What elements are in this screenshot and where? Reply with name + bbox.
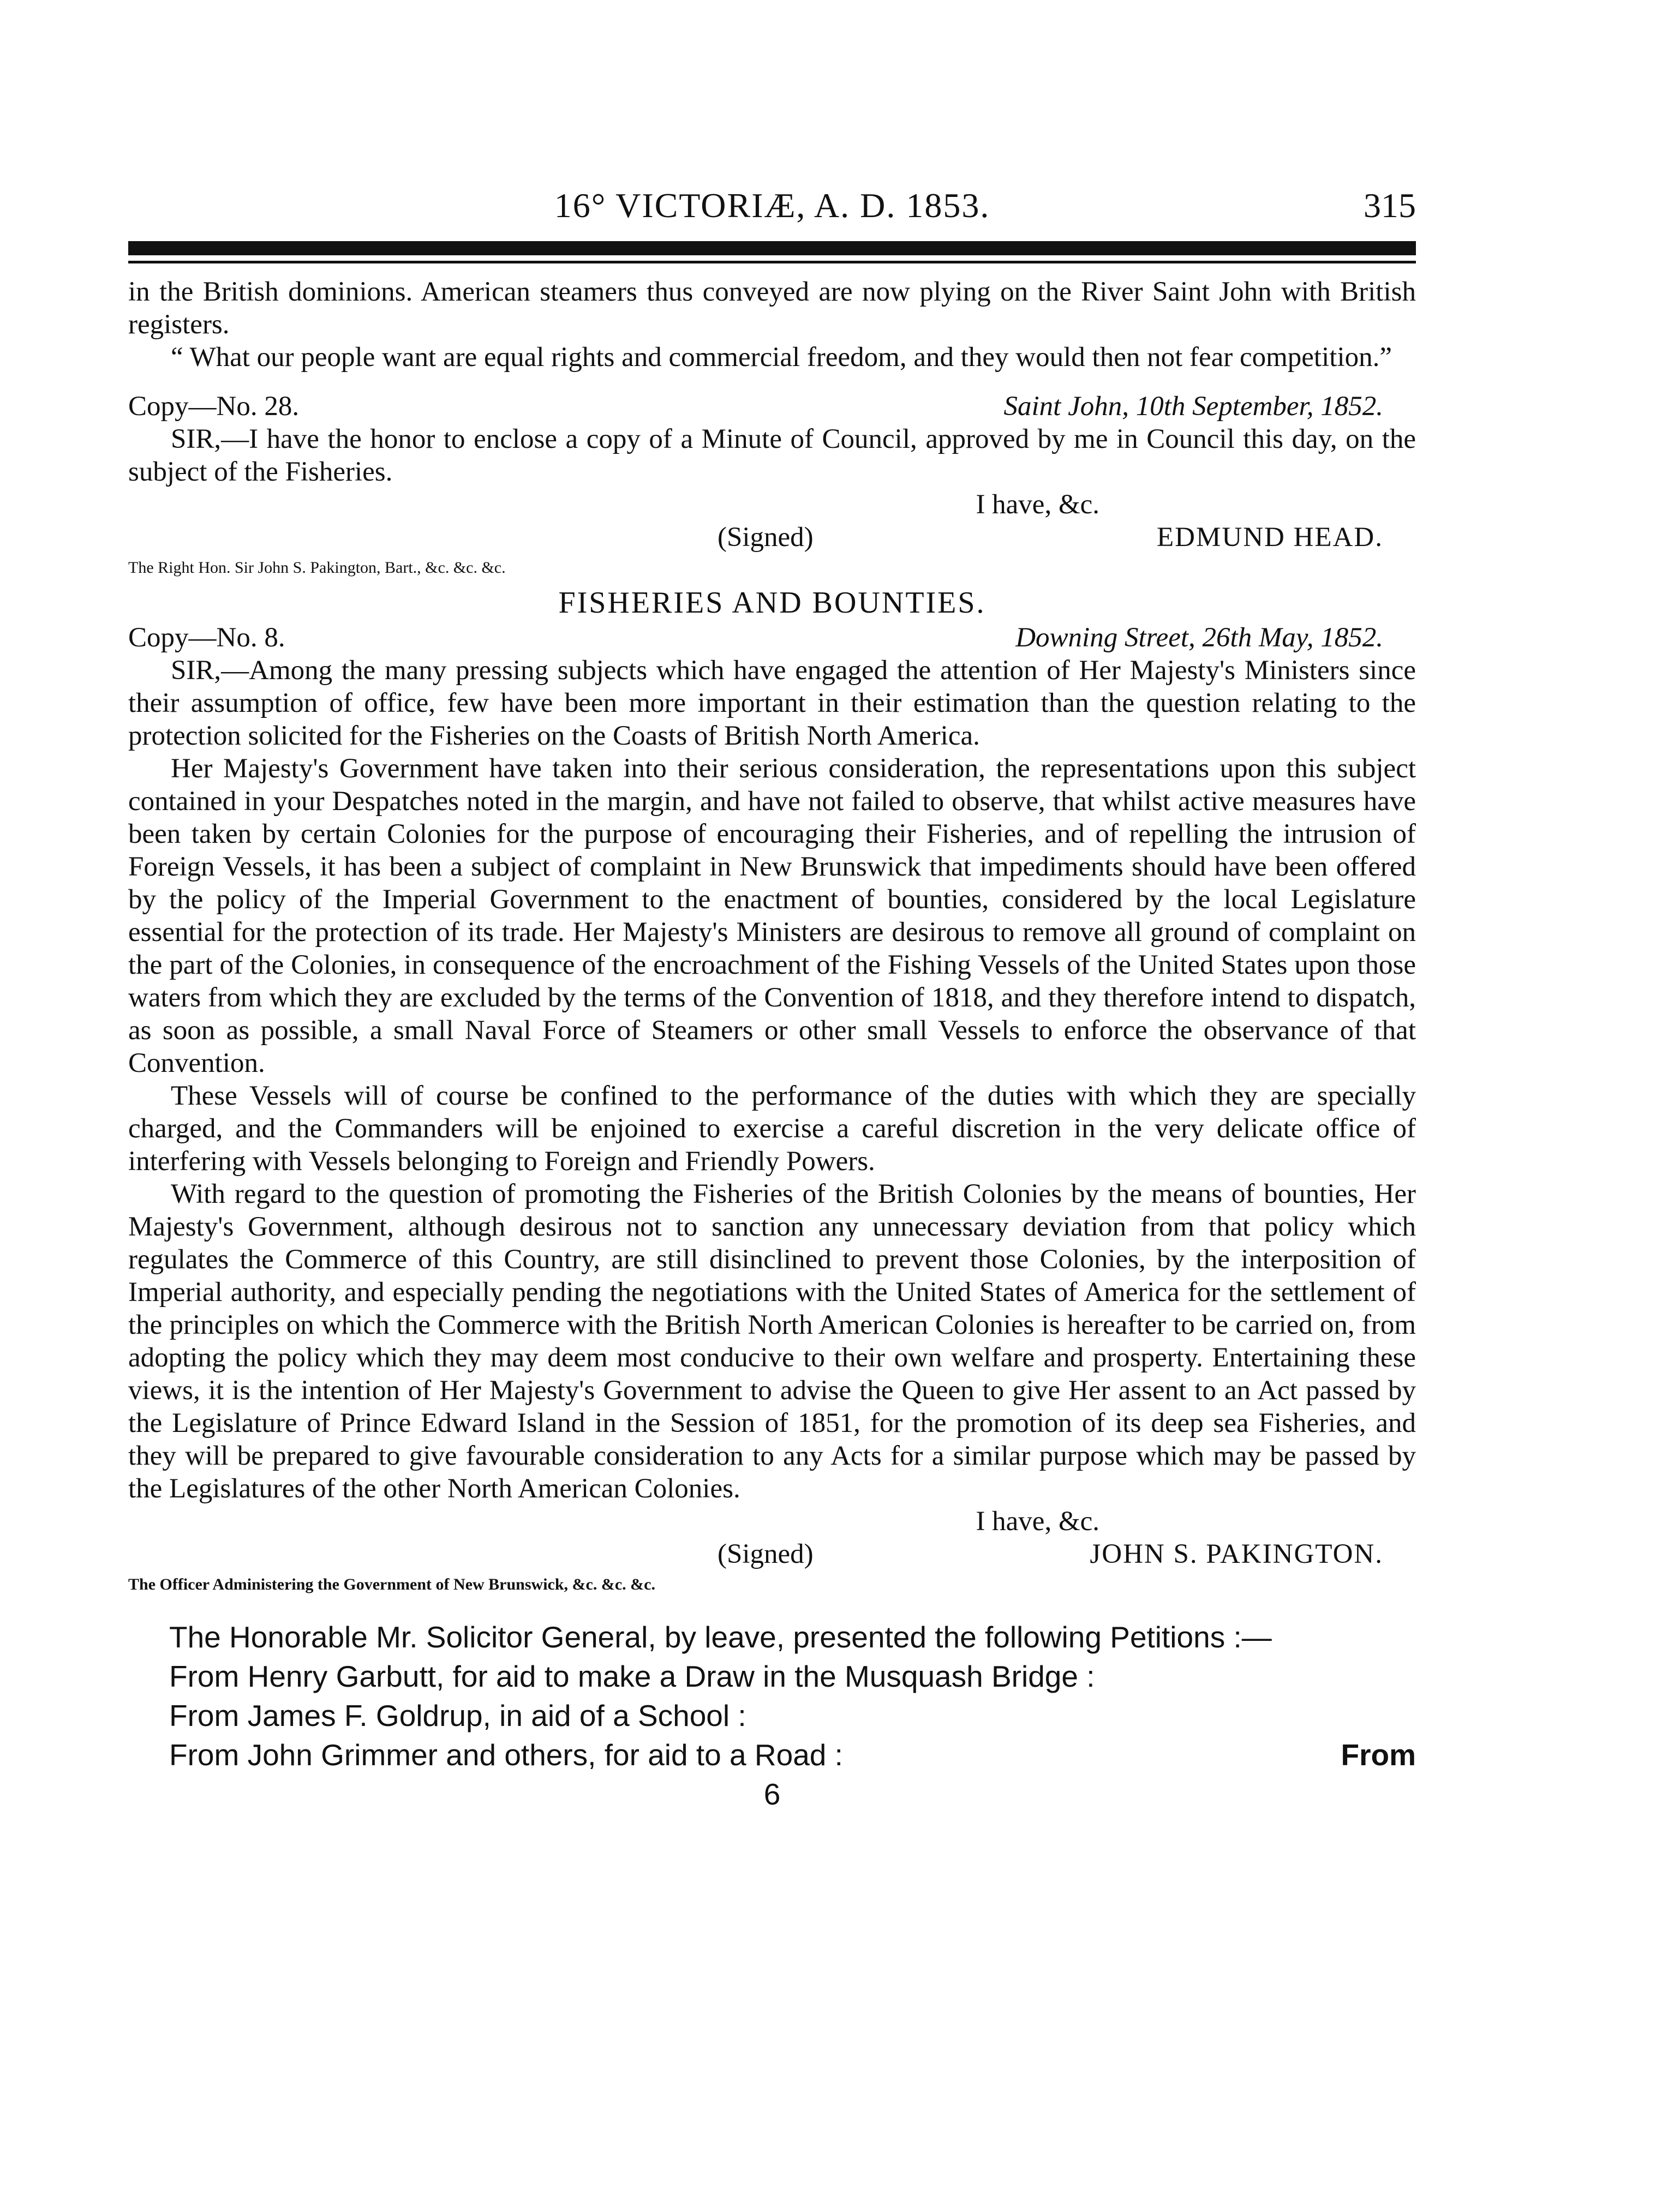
header-rule-thick (128, 241, 1416, 255)
copy-28-addressee: The Right Hon. Sir John S. Pakington, Bart., &c. &c. &c. (128, 559, 506, 577)
copy-28-closing: I have, &c. (976, 489, 1099, 520)
copy-8-header (128, 621, 1416, 654)
running-header (128, 185, 1416, 235)
copy-8-signature (128, 1538, 1416, 1570)
despatch-paragraph: Her Majesty's Government have taken into their serious consideration, the representations upon this subject contained in your Despatches noted in the margin, and have not failed to observe, that whilst active measures have been taken by certain Colonies for the purpose of encouraging their Fisheries, and of repelling the intrusion of Foreign Vessels, it has been a subject of complaint in New Brunswick that impediments should have been offered by the policy of the Imperial Government to the enactment of bounties, considered by the local Legislature essential for the protection of its trade. Her Majesty's Ministers are desirous to remove all ground of complaint on the part of the Colonies, in consequence of the encroachment of the Fishing Vessels of the United States upon those waters from which they are excluded by the terms of the Convention of 1818, and they therefore intend to dispatch, as soon as possible, a small Naval Force of Steamers or other small Vessels to enforce the observance of that Convention. (128, 753, 1416, 1078)
continued-paragraph: in the British dominions. American steamers thus conveyed are now plying on the River Saint John with British registers. (128, 277, 1416, 340)
header-rule-thin (128, 261, 1416, 263)
copy-28-signature (128, 521, 1416, 554)
copy-28-dateline: Saint John, 10th September, 1852. (1003, 391, 1383, 422)
page-number: 315 (1364, 186, 1416, 225)
copy-8-closing: I have, &c. (976, 1506, 1099, 1537)
quotation-paragraph: “ What our people want are equal rights and commercial freedom, and they would then not fear competition.” (171, 342, 1392, 373)
signatory-name: JOHN S. PAKINGTON. (1090, 1539, 1383, 1569)
petition-item: From Henry Garbutt, for aid to make a Draw in the Musquash Bridge : (169, 1659, 1095, 1693)
copy-8-dateline: Downing Street, 26th May, 1852. (1015, 622, 1383, 653)
petitions-section (128, 1617, 1416, 1814)
running-title: 16° VICTORIÆ, A. D. 1853. (554, 186, 990, 225)
signed-label: (Signed) (718, 522, 814, 553)
copy-8-label: Copy—No. 8. (128, 622, 285, 653)
copy-28-header (128, 390, 1416, 423)
section-heading: FISHERIES AND BOUNTIES. (558, 586, 986, 620)
signature-mark: 6 (763, 1777, 781, 1811)
catchword: From (1341, 1738, 1416, 1772)
petition-item: From John Grimmer and others, for aid to a Road : (169, 1738, 843, 1772)
petition-item-row (128, 1735, 1416, 1775)
signatory-name: EDMUND HEAD. (1157, 522, 1383, 553)
copy-8-addressee: The Officer Administering the Government of New Brunswick, &c. &c. &c. (128, 1575, 655, 1593)
despatch-paragraph: These Vessels will of course be confined to the performance of the duties with which they are specially charged, and the Commanders will be enjoined to exercise a careful discretion in the very delicate office of interfering with Vessels belonging to Foreign and Friendly Powers. (128, 1081, 1416, 1177)
copy-28-body: SIR,—I have the honor to enclose a copy of a Minute of Council, approved by me in Council this day, on the subject of the Fisheries. (128, 424, 1416, 487)
petitions-intro: The Honorable Mr. Solicitor General, by leave, presented the following Petitions :— (169, 1620, 1272, 1654)
body-text (128, 275, 1416, 1814)
signed-label: (Signed) (718, 1539, 814, 1569)
copy-28-label: Copy—No. 28. (128, 391, 300, 422)
despatch-paragraph: SIR,—Among the many pressing subjects which have engaged the attention of Her Majesty's Ministers since their assumption of office, few have been more important in their estimation than the question relating to the protection solicited for the Fisheries on the Coasts of British North America. (128, 655, 1416, 751)
petition-item: From James F. Goldrup, in aid of a School : (169, 1699, 746, 1733)
despatch-paragraph: With regard to the question of promoting the Fisheries of the British Colonies by the means of bounties, Her Majesty's Government, although desirous not to sanction any unnecessary deviation from that policy which regulates the Commerce of this Country, are still disinclined to prevent those Colonies, by the interposition of Imperial authority, and especially pending the negotiations with the United States of America for the settlement of the principles on which the Commerce with the British North American Colonies is hereafter to be carried on, from adopting the policy which they may deem most conducive to their own welfare and prosperty. Entertaining these views, it is the intention of Her Majesty's Government to advise the Queen to give Her assent to an Act passed by the Legislature of Prince Edward Island in the Session of 1851, for the promotion of its deep sea Fisheries, and they will be prepared to give favourable consideration to any Acts for a similar purpose which may be passed by the Legislatures of the other North American Colonies. (128, 1179, 1416, 1504)
